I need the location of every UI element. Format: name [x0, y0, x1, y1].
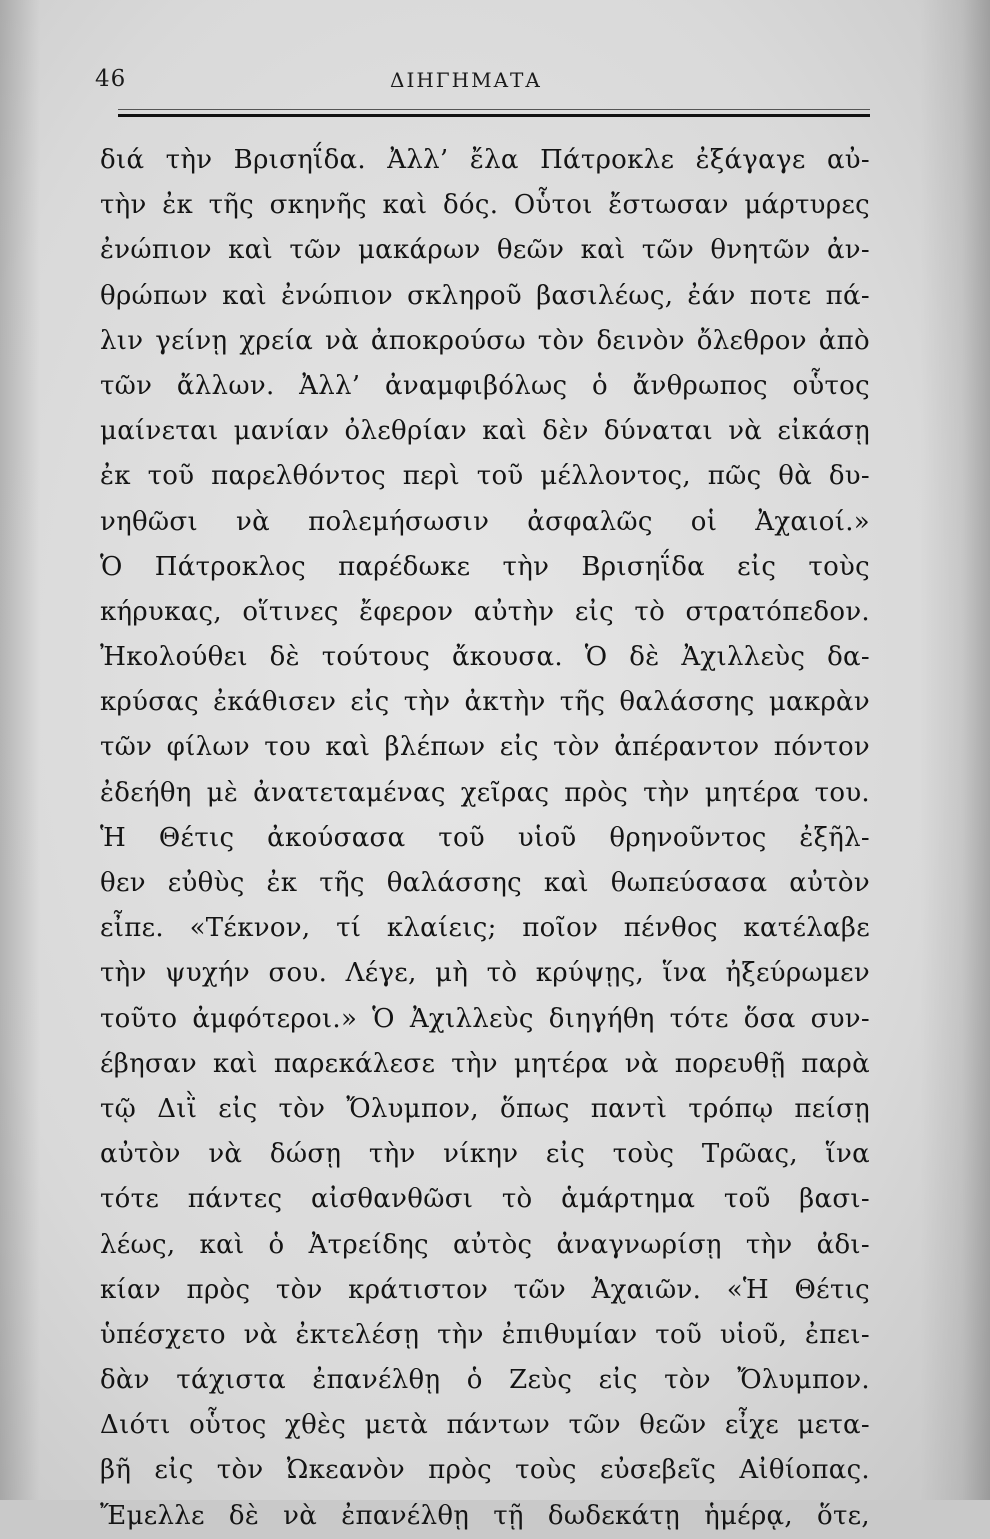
page-edge-shadow	[0, 0, 40, 1500]
text-line: ἐνώπιον καὶ τῶν μακάρων θεῶν καὶ τῶν θνητῶν ἀν-	[100, 235, 870, 266]
text-line: Ἔμελλε δὲ νὰ ἐπανέλθῃ τῇ δωδεκάτῃ ἡμέρᾳ, ὅτε,	[100, 1500, 870, 1531]
header-rule-thin	[118, 109, 870, 110]
text-line: βῆ εἰς τὸν Ὠκεανὸν πρὸς τοὺς εὐσεβεῖς Αἰθίοπας.	[100, 1455, 870, 1486]
text-line: κρύσας ἐκάθισεν εἰς τὴν ἀκτὴν τῆς θαλάσσης μακρὰν	[100, 687, 870, 718]
text-line: ἐκ τοῦ παρελθόντος περὶ τοῦ μέλλοντος, πῶς θὰ δυ-	[100, 461, 870, 492]
text-line: τὴν ἐκ τῆς σκηνῆς καὶ δός. Οὗτοι ἔστωσαν μάρτυρες	[100, 190, 870, 221]
text-line: Ὁ Πάτροκλος παρέδωκε τὴν Βρισηΐδα εἰς τοὺς	[100, 551, 870, 582]
text-line: νηθῶσι νὰ πολεμήσωσιν ἀσφαλῶς οἱ Ἀχαιοί.»	[100, 506, 870, 537]
text-line: εἶπε. «Τέκνον, τί κλαίεις; ποῖον πένθος κατέλαβε	[100, 913, 870, 944]
text-line: διά τὴν Βρισηΐδα. Ἀλλ’ ἔλα Πάτροκλε ἐξάγαγε αὐ-	[100, 145, 870, 175]
text-line: κήρυκας, οἵτινες ἔφερον αὐτὴν εἰς τὸ στρατόπεδον.	[100, 596, 870, 627]
page-number: 46	[95, 66, 127, 92]
text-line: έβησαν καὶ παρεκάλεσε τὴν μητέρα νὰ πορευθῇ παρὰ	[100, 1048, 870, 1079]
text-line: αὐτὸν νὰ δώσῃ τὴν νίκην εἰς τοὺς Τρῶας, ἵνα	[100, 1139, 870, 1170]
text-line: μαίνεται μανίαν ὀλεθρίαν καὶ δὲν δύναται νὰ εἰκάσῃ	[100, 416, 870, 447]
text-line: τῶν ἄλλων. Ἀλλ’ ἀναμφιβόλως ὁ ἄνθρωπος οὗτος	[100, 370, 870, 401]
text-line: ἐδεήθη μὲ ἀνατεταμένας χεῖρας πρὸς τὴν μητέρα του.	[100, 777, 870, 808]
body-text	[100, 138, 870, 1531]
running-title: ΔΙΗΓΗΜΑΤΑ	[390, 68, 542, 92]
text-line: κίαν πρὸς τὸν κράτιστον τῶν Ἀχαιῶν. «Ἡ Θέτις	[100, 1274, 870, 1305]
header-rule	[118, 114, 870, 117]
text-line: θρώπων καὶ ἐνώπιον σκληροῦ βασιλέως, ἐάν ποτε πά-	[100, 280, 870, 311]
text-line: θεν εὐθὺς ἐκ τῆς θαλάσσης καὶ θωπεύσασα αὐτὸν	[100, 868, 870, 898]
running-head	[95, 58, 875, 98]
text-line: Ἠκολούθει δὲ τούτους ἄκουσα. Ὁ δὲ Ἀχιλλεὺς δα-	[100, 642, 870, 673]
text-line: δὰν τάχιστα ἐπανέλθῃ ὁ Ζεὺς εἰς τὸν Ὄλυμπον.	[100, 1365, 870, 1396]
spine-shadow	[920, 0, 990, 1500]
text-line: ὑπέσχετο νὰ ἐκτελέσῃ τὴν ἐπιθυμίαν τοῦ υἱοῦ, ἐπει-	[100, 1319, 870, 1350]
text-line: Διότι οὗτος χθὲς μετὰ πάντων τῶν θεῶν εἶχε μετα-	[100, 1410, 870, 1441]
text-line: τότε πάντες αἰσθανθῶσι τὸ ἁμάρτημα τοῦ βασι-	[100, 1184, 870, 1215]
text-line: τοῦτο ἀμφότεροι.» Ὁ Ἀχιλλεὺς διηγήθη τότε ὅσα συν-	[100, 1003, 870, 1034]
text-line: λέως, καὶ ὁ Ἀτρείδης αὐτὸς ἀναγνωρίσῃ τὴν ἀδι-	[100, 1229, 870, 1260]
text-line: τῶν φίλων του καὶ βλέπων εἰς τὸν ἀπέραντον πόντον	[100, 732, 870, 763]
text-line: τὴν ψυχήν σου. Λέγε, μὴ τὸ κρύψῃς, ἵνα ἠξεύρωμεν	[100, 958, 870, 989]
text-line: Ἡ Θέτις ἀκούσασα τοῦ υἱοῦ θρηνοῦντος ἐξῆλ-	[100, 822, 870, 853]
text-line: λιν γείνῃ χρεία νὰ ἀποκρούσω τὸν δεινὸν ὄλεθρον ἀπὸ	[100, 325, 870, 356]
text-line: τῷ Διῒ εἰς τὸν Ὄλυμπον, ὅπως παντὶ τρόπῳ πείσῃ	[100, 1093, 870, 1124]
